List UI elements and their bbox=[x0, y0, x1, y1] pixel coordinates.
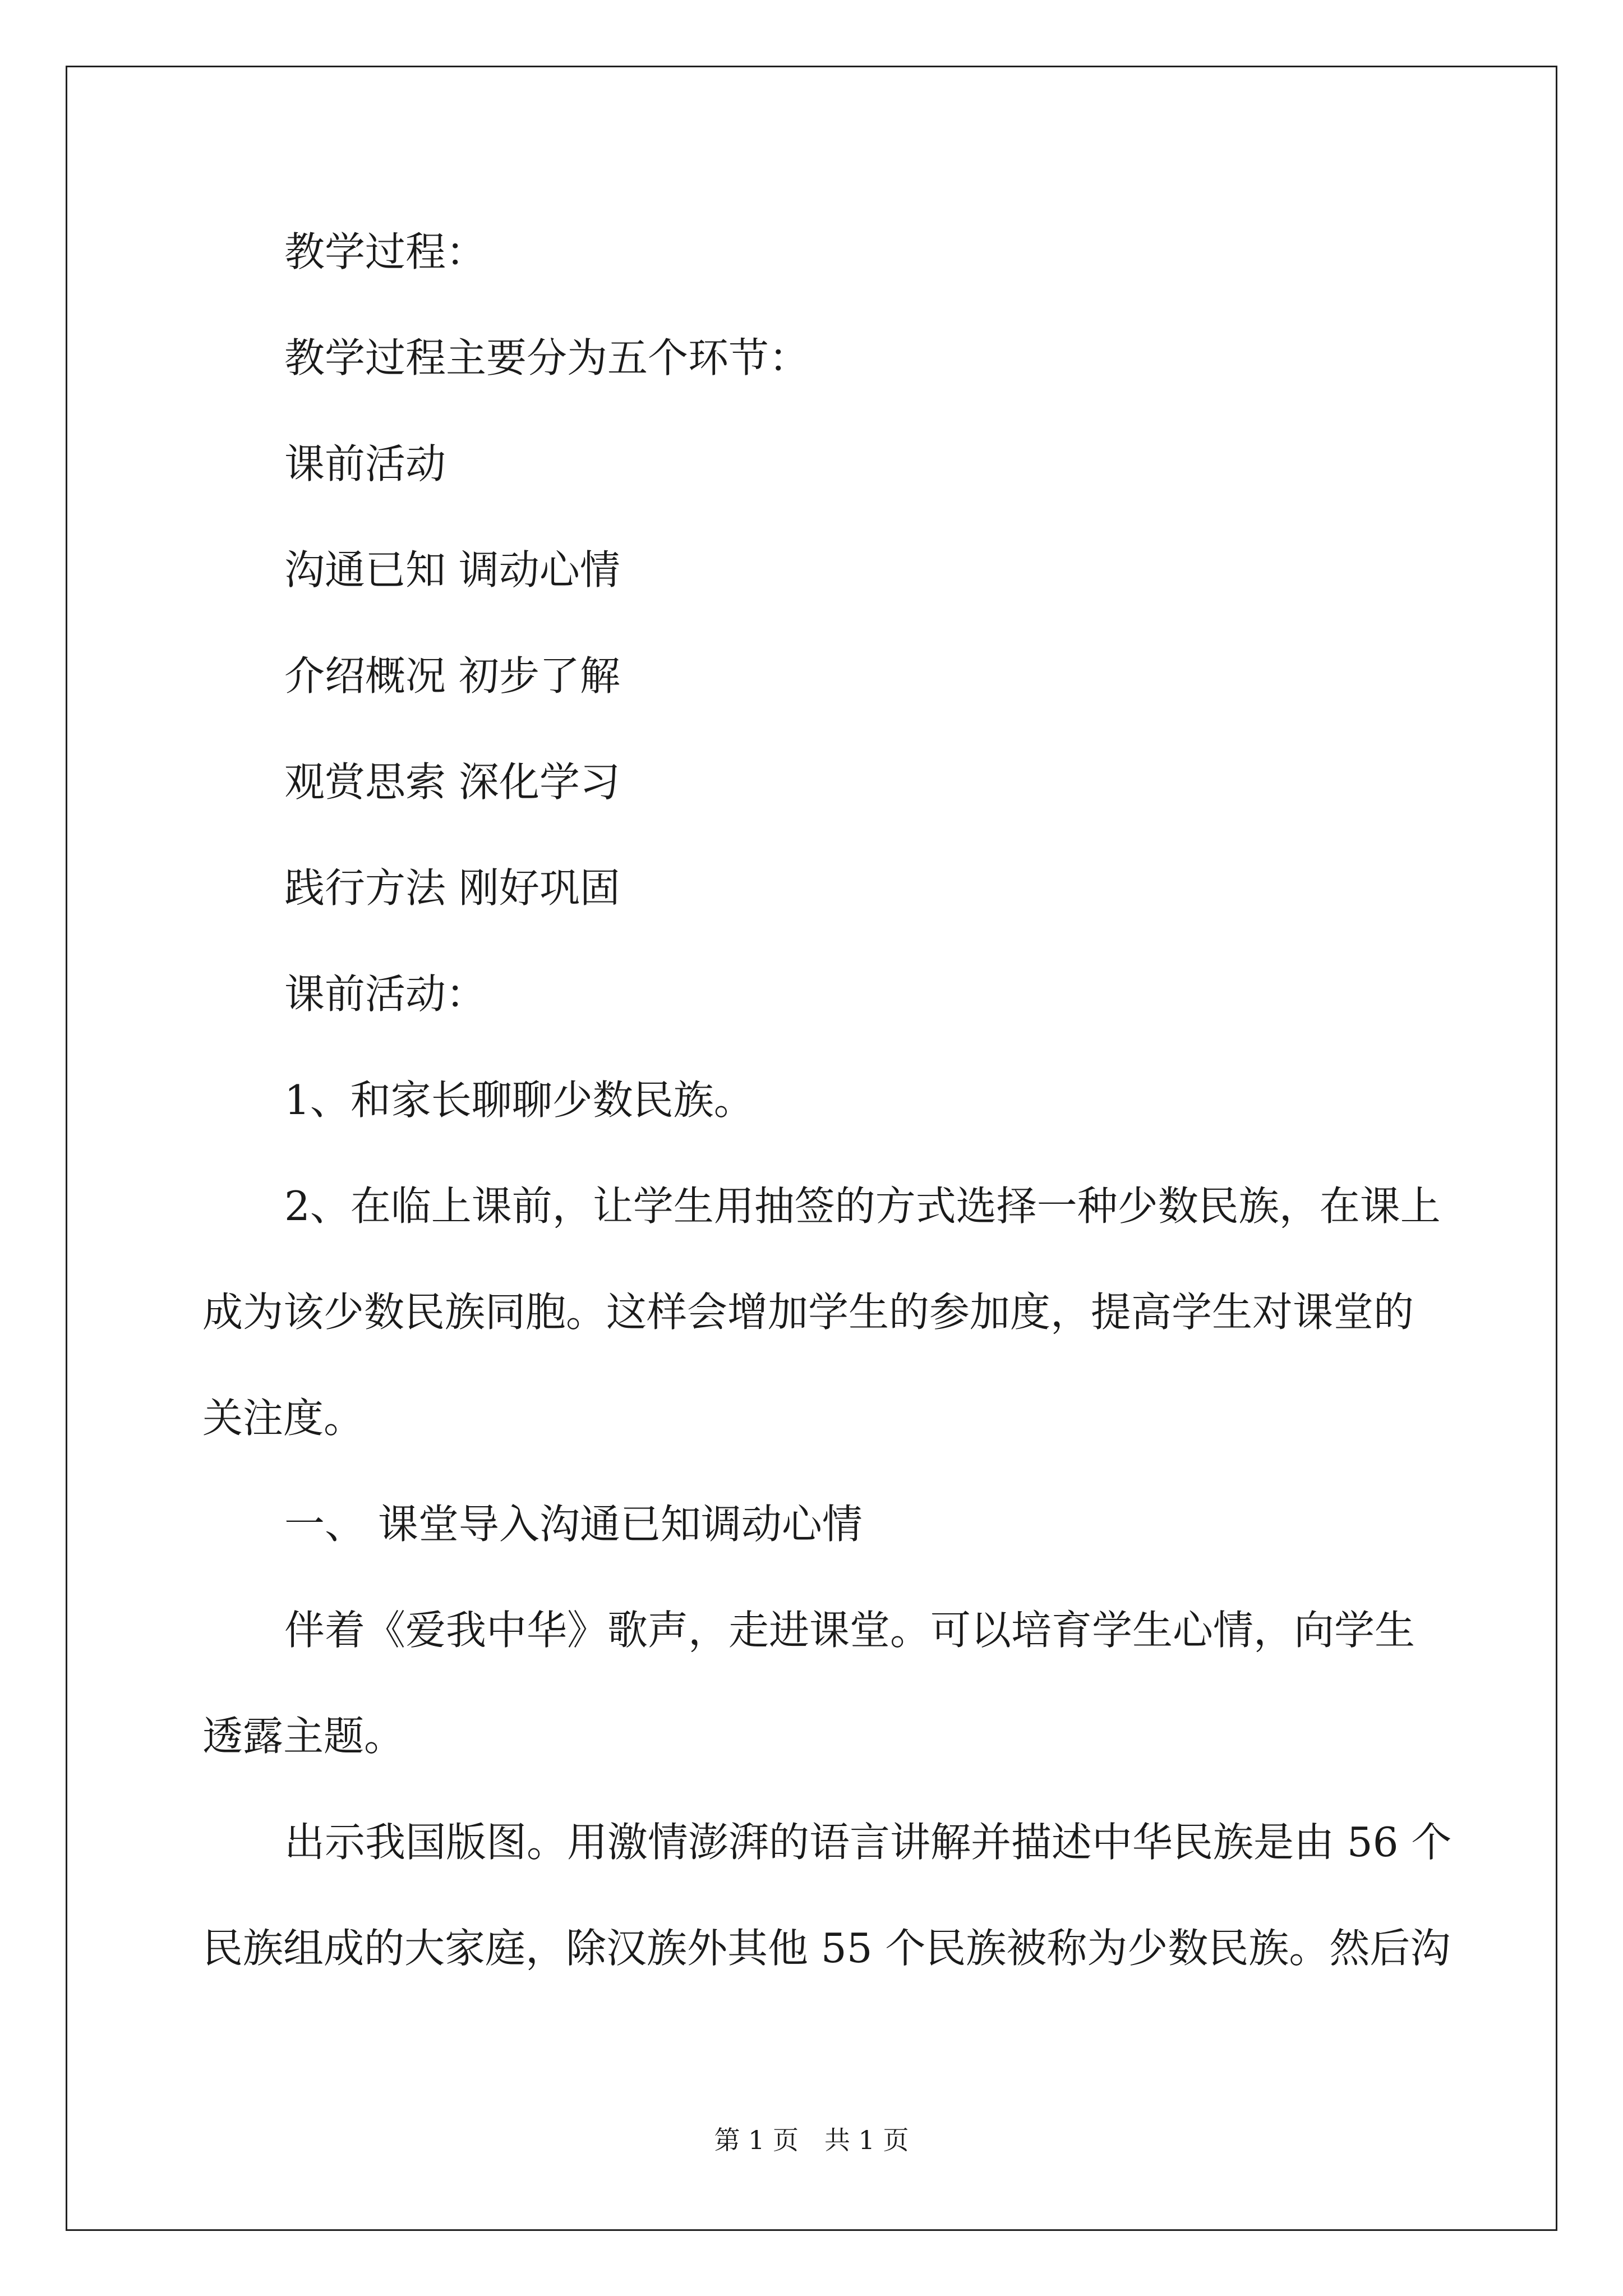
text-line: 2、在临上课前，让学生用抽签的方式选择一种少数民族，在课上 bbox=[284, 1182, 1441, 1230]
text-line: 沟通已知 调动心情 bbox=[284, 546, 620, 593]
text-line: 介绍概况 初步了解 bbox=[284, 652, 620, 700]
text-line: 1、和家长聊聊少数民族。 bbox=[284, 1076, 754, 1124]
section-heading: 一、 课堂导入沟通已知调动心情 bbox=[284, 1501, 863, 1548]
text-line: 出示我国版图。用激情澎湃的语言讲解并描述中华民族是由 56 个 bbox=[284, 1819, 1452, 1866]
text-line: 教学过程主要分为五个环节： bbox=[284, 334, 810, 381]
text-line: 民族组成的大家庭，除汉族外其他 55 个民族被称为少数民族。然后沟 bbox=[202, 1925, 1451, 1972]
text-line: 透露主题。 bbox=[202, 1713, 405, 1760]
page-footer: 第 1 页 共 1 页 bbox=[714, 2125, 909, 2155]
text-line: 伴着《爱我中华》歌声，走进课堂。可以培育学生心情，向学生 bbox=[284, 1607, 1415, 1654]
text-line: 观赏思索 深化学习 bbox=[284, 758, 620, 806]
text-line: 教学过程： bbox=[284, 228, 487, 275]
text-line: 课前活动 bbox=[284, 440, 446, 487]
page-border bbox=[66, 66, 1557, 2231]
text-line: 践行方法 刚好巩固 bbox=[284, 864, 620, 912]
text-line: 关注度。 bbox=[202, 1395, 365, 1442]
text-line: 成为该少数民族同胞。这样会增加学生的参加度，提高学生对课堂的 bbox=[202, 1289, 1414, 1336]
text-line: 课前活动： bbox=[284, 970, 487, 1018]
